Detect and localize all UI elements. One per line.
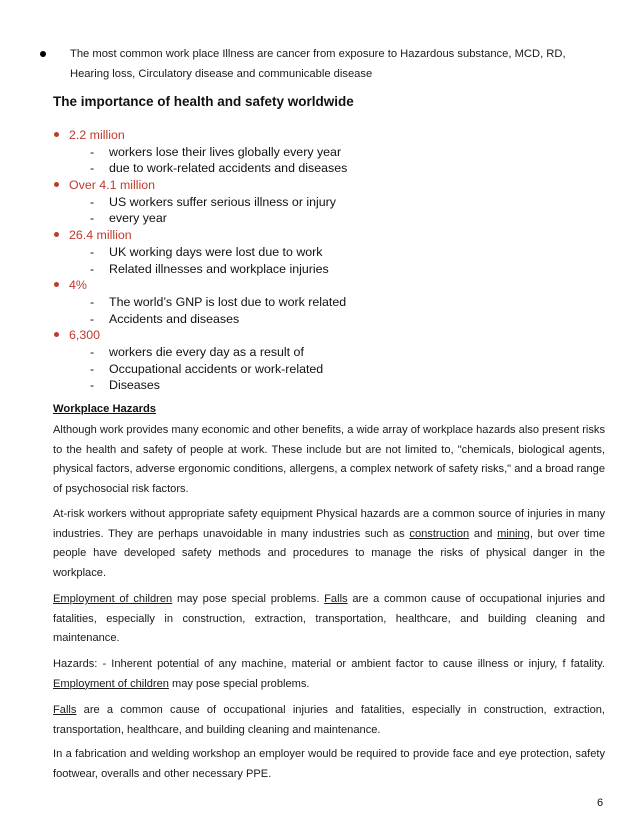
stat-value: 26.4 million: [69, 228, 132, 243]
stat-detail: [53, 210, 573, 227]
para-text: may pose special problems.: [172, 593, 325, 605]
stat-value: 4%: [69, 278, 87, 293]
dash-marker: -: [90, 344, 95, 359]
para-text: are a common cause of occupational injuries and fatalities, especially in construction, extraction, transportation, healthcare, and building cleaning and maintenance.: [53, 704, 605, 736]
red-bullet-icon: [54, 132, 59, 137]
paragraph-ppe: In a fabrication and welding workshop an employer would be required to provide face and eye protection, safety footwear, overalls and other necessary PPE.: [53, 748, 605, 780]
falls-link[interactable]: Falls: [53, 704, 77, 716]
bullet-dot-icon: [40, 51, 46, 57]
paragraph-hazards-definition: [53, 655, 605, 694]
para-text: , but over time people have developed safety methods and procedures to manage the risks of physical danger in the workplace.: [53, 527, 605, 579]
stat-detail: [53, 160, 573, 177]
dash-marker: -: [90, 194, 95, 209]
section-heading: The importance of health and safety worldwide: [53, 94, 354, 109]
stat-item: [53, 127, 573, 144]
mining-link[interactable]: mining: [497, 527, 530, 540]
stat-detail-text: US workers suffer serious illness or injury: [109, 194, 337, 209]
stat-value: 6,300: [69, 328, 101, 343]
stat-detail: [53, 344, 573, 361]
intro-bullet: [40, 44, 600, 84]
stat-detail: [53, 261, 573, 278]
stat-detail: [53, 311, 573, 328]
intro-text: The most common work place Illness are cancer from exposure to Hazardous substance, MCD, RD, Hearing loss, Circulatory disease and communicable disease: [70, 48, 566, 80]
stat-item: [53, 277, 573, 294]
red-bullet-icon: [54, 232, 59, 237]
stat-detail-text: Occupational accidents or work-related: [109, 361, 324, 376]
stat-detail: [53, 377, 573, 394]
red-bullet-icon: [54, 282, 59, 287]
construction-link[interactable]: construction: [409, 527, 470, 540]
paragraph-falls: [53, 701, 605, 740]
stat-detail: [53, 144, 573, 161]
para-text: Hazards: - Inherent potential of any machine, material or ambient factor to cause illness or injury, f fatality.: [53, 658, 605, 670]
dash-marker: -: [90, 211, 95, 226]
red-bullet-icon: [54, 182, 59, 187]
stat-item: [53, 177, 573, 194]
employment-of-children-link[interactable]: Employment of children: [53, 677, 169, 690]
stat-detail-text: workers die every day as a result of: [109, 344, 304, 359]
stats-list: [53, 127, 573, 394]
stat-detail-text: UK working days were lost due to work: [109, 244, 323, 259]
dash-marker: -: [90, 261, 95, 276]
dash-marker: -: [90, 311, 95, 326]
falls-link[interactable]: Falls: [324, 593, 348, 605]
stat-detail-text: due to work-related accidents and diseases: [109, 161, 348, 176]
employment-of-children-link[interactable]: Employment of children: [53, 593, 173, 605]
stat-detail: [53, 361, 573, 378]
dash-marker: -: [90, 361, 95, 376]
workplace-hazards-title: Workplace Hazards: [53, 403, 157, 415]
paragraph-hazards-intro: Although work provides many economic and other benefits, a wide array of workplace hazards also present risks to the health and safety of people at work. These include but are not limited to, "chemicals, biological agents, physical factors, adverse ergonomic conditions, allergens, a complex network of safety risks," and a broad range of psychosocial risk factors.: [53, 424, 605, 495]
dash-marker: -: [90, 378, 95, 393]
stat-item: [53, 327, 573, 344]
stat-detail-text: Diseases: [109, 378, 160, 393]
dash-marker: -: [90, 294, 95, 309]
stat-value: Over 4.1 million: [69, 178, 156, 193]
stat-detail: [53, 244, 573, 261]
dash-marker: -: [90, 161, 95, 176]
paragraph-physical-hazards: [53, 505, 605, 583]
paragraph-children-falls: [53, 590, 605, 649]
stat-item: [53, 227, 573, 244]
stat-detail-text: The world’s GNP is lost due to work related: [109, 294, 347, 309]
para-text: may pose special problems.: [168, 677, 310, 690]
stat-detail-text: every year: [109, 211, 167, 226]
stat-detail: [53, 194, 573, 211]
para-text: At-risk workers without appropriate safety equipment Physical hazards are a common source of injuries in many industries. They are perhaps unavoidable in many industries such as: [53, 508, 605, 540]
stat-detail-text: workers lose their lives globally every year: [109, 144, 342, 159]
stat-value: 2.2 million: [69, 128, 125, 142]
stat-detail-text: Accidents and diseases: [109, 311, 240, 326]
para-text: and: [469, 527, 498, 540]
page-number: 6: [597, 797, 604, 809]
para-text: are a common cause of occupational injuries and fatalities, especially in construction, extraction, transportation, healthcare, and building cleaning and maintenance.: [53, 593, 605, 644]
dash-marker: -: [90, 244, 95, 259]
dash-marker: -: [90, 144, 95, 159]
red-bullet-icon: [54, 332, 59, 337]
stat-detail: [53, 294, 573, 311]
stat-detail-text: Related illnesses and workplace injuries: [109, 261, 329, 276]
